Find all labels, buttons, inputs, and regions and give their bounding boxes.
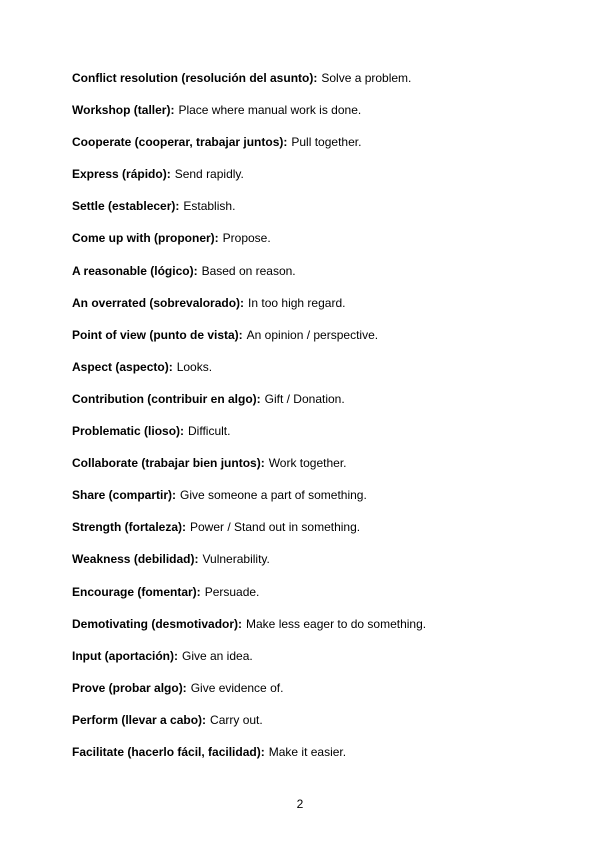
entry-term: Contribution (contribuir en algo): [72, 391, 261, 406]
entry-definition: Power / Stand out in something. [190, 520, 361, 535]
entry-definition: Vulnerability. [202, 552, 270, 567]
glossary-entry [72, 712, 572, 744]
glossary-entry [72, 391, 572, 423]
glossary-list [72, 70, 572, 776]
entry-definition: Send rapidly. [174, 167, 244, 182]
entry-term: Workshop (taller): [72, 103, 175, 118]
entry-definition: Carry out. [210, 712, 263, 727]
glossary-entry [72, 198, 572, 230]
glossary-entry [72, 744, 572, 776]
glossary-entry [72, 327, 572, 359]
entry-definition: Propose. [222, 231, 271, 246]
glossary-entry [72, 134, 572, 166]
entry-definition: Give someone a part of something. [180, 488, 367, 503]
glossary-entry [72, 263, 572, 295]
glossary-entry [72, 584, 572, 616]
entry-term: Express (rápido): [72, 167, 171, 182]
entry-term: Problematic (lioso): [72, 424, 185, 439]
entry-definition: Pull together. [291, 135, 362, 150]
entry-term: Facilitate (hacerlo fácil, facilidad): [72, 744, 265, 759]
entry-term: Come up with (proponer): [72, 231, 219, 246]
glossary-entry [72, 230, 572, 262]
entry-definition: An opinion / perspective. [246, 327, 379, 342]
entry-definition: Give an idea. [181, 648, 253, 663]
glossary-entry [72, 680, 572, 712]
glossary-entry [72, 359, 572, 391]
glossary-entry [72, 102, 572, 134]
entry-term: Conflict resolution (resolución del asunto): [72, 71, 318, 85]
entry-term: Strength (fortaleza): [72, 520, 186, 535]
entry-definition: Difficult. [188, 424, 231, 439]
entry-term: Aspect (aspecto): [72, 359, 173, 374]
entry-term: Perform (llevar a cabo): [72, 712, 207, 727]
entry-definition: In too high regard. [248, 295, 346, 310]
entry-definition: Work together. [268, 456, 347, 471]
glossary-entry [72, 423, 572, 455]
entry-term: Point of view (punto de vista): [72, 327, 243, 342]
entry-term: Share (compartir): [72, 488, 177, 503]
entry-definition: Make it easier. [268, 744, 347, 759]
entry-term: A reasonable (lógico): [72, 263, 198, 278]
glossary-entry [72, 519, 572, 551]
entry-term: Collaborate (trabajar bien juntos): [72, 456, 265, 471]
entry-term: Cooperate (cooperar, trabajar juntos): [72, 135, 288, 150]
entry-term: Encourage (fomentar): [72, 584, 201, 599]
entry-term: Settle (establecer): [72, 199, 180, 214]
entry-definition: Give evidence of. [190, 680, 284, 695]
glossary-entry [72, 648, 572, 680]
glossary-entry [72, 487, 572, 519]
glossary-entry [72, 455, 572, 487]
entry-term: Input (aportación): [72, 648, 178, 663]
entry-definition: Based on reason. [201, 263, 296, 278]
entry-term: An overrated (sobrevalorado): [72, 295, 245, 310]
entry-definition: Looks. [176, 359, 213, 374]
entry-term: Prove (probar algo): [72, 680, 187, 695]
glossary-entry [72, 70, 572, 102]
entry-definition: Make less eager to do something. [246, 616, 427, 631]
entry-term: Weakness (debilidad): [72, 552, 199, 567]
glossary-entry [72, 166, 572, 198]
entry-definition: Establish. [183, 199, 236, 214]
page-number: 2 [296, 797, 304, 811]
entry-term: Demotivating (desmotivador): [72, 616, 243, 631]
entry-definition: Solve a problem. [321, 71, 412, 85]
entry-definition: Persuade. [204, 584, 260, 599]
glossary-entry [72, 295, 572, 327]
glossary-entry [72, 616, 572, 648]
glossary-entry [72, 551, 572, 583]
entry-definition: Gift / Donation. [264, 391, 345, 406]
entry-definition: Place where manual work is done. [178, 103, 362, 118]
